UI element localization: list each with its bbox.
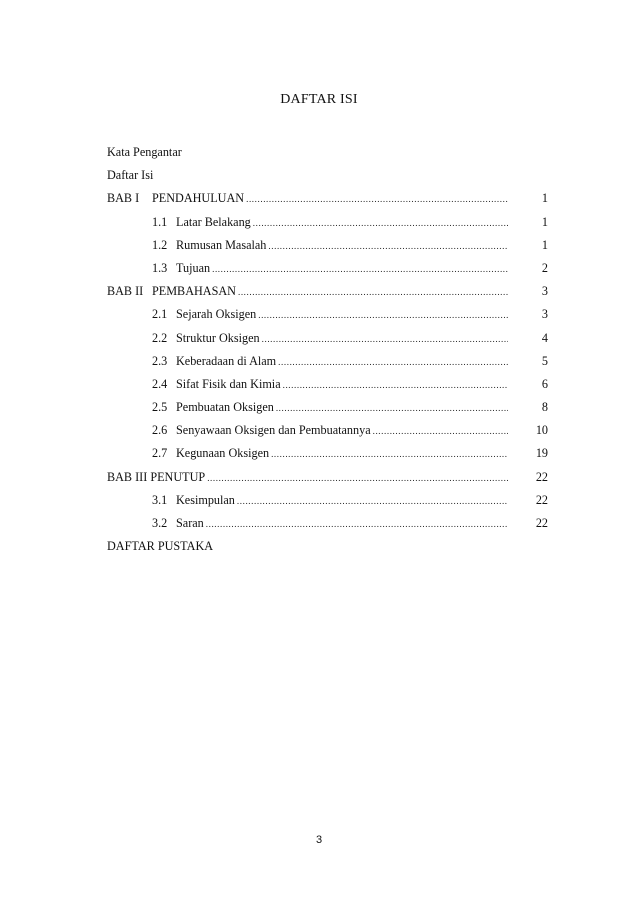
toc-page-number: 1 (541, 214, 548, 229)
toc-subentry-number: 2.6 (152, 423, 168, 438)
toc-subentry-number: 2.5 (152, 400, 168, 415)
toc-chapter[interactable] (107, 191, 550, 214)
toc-subentry[interactable] (107, 354, 550, 377)
toc-subentry-label: Saran (176, 516, 204, 530)
toc-entry[interactable] (107, 168, 550, 191)
toc-page-number: 6 (541, 376, 548, 391)
toc-subentry-number: 3.1 (152, 492, 168, 507)
toc-dot-leader (258, 310, 508, 320)
toc-chapter-label: PEMBAHASAN (152, 284, 236, 299)
toc-subentry-label: Sejarah Oksigen (176, 307, 257, 322)
toc-subentry-number: 2.4 (152, 376, 168, 391)
toc-dot-leader (238, 287, 508, 297)
toc-subentry-number: 1.3 (152, 260, 168, 275)
toc-subentry[interactable] (107, 261, 550, 284)
toc-page-number: 10 (535, 423, 548, 438)
toc-dot-leader (246, 194, 508, 204)
toc-page-number: 1 (541, 237, 548, 252)
toc-subentry[interactable] (107, 377, 550, 400)
toc-dot-leader (253, 218, 508, 228)
toc-subentry-number: 3.2 (152, 516, 168, 530)
toc-dot-leader (283, 380, 508, 390)
toc-entry-label: DAFTAR PUSTAKA (107, 539, 214, 554)
toc-subentry-label: Senyawaan Oksigen dan Pembuatannya (176, 423, 371, 438)
toc-dot-leader (278, 357, 508, 367)
toc-subentry[interactable] (107, 238, 550, 261)
toc-page-number: 22 (535, 492, 548, 507)
toc-page-number: 1 (541, 191, 548, 206)
toc-chapter[interactable] (107, 284, 550, 307)
toc-subentry[interactable] (107, 400, 550, 423)
toc-entry[interactable] (107, 145, 550, 168)
toc-subentry-label: Sifat Fisik dan Kimia (176, 376, 281, 391)
toc-subentry-label: Latar Belakang (176, 214, 251, 229)
toc-dot-leader (212, 264, 508, 274)
toc-dot-leader (262, 334, 508, 344)
toc-subentry[interactable] (107, 493, 550, 516)
toc-dot-leader (271, 449, 508, 459)
toc-subentry-number: 2.7 (152, 446, 168, 461)
toc-subentry-label: Kegunaan Oksigen (176, 446, 270, 461)
table-of-contents (107, 145, 550, 562)
toc-chapter-label: PENDAHULUAN (152, 191, 245, 206)
toc-subentry[interactable] (107, 215, 550, 238)
toc-page-number: 19 (535, 446, 548, 461)
toc-chapter-label: BAB III PENUTUP (107, 469, 206, 484)
toc-dot-leader (207, 473, 508, 483)
page-title: DAFTAR ISI (280, 92, 358, 107)
toc-subentry-label: Keberadaan di Alam (176, 353, 277, 368)
toc-subentry-label: Kesimpulan (176, 492, 235, 507)
toc-page-number: 3 (541, 307, 548, 322)
toc-subentry-number: 1.1 (152, 214, 168, 229)
toc-page-number: 22 (535, 516, 548, 530)
toc-page-number: 5 (541, 353, 548, 368)
toc-subentry-label: Tujuan (176, 260, 211, 275)
toc-subentry[interactable] (107, 331, 550, 354)
toc-subentry[interactable] (107, 516, 550, 539)
toc-subentry-number: 2.2 (152, 330, 168, 345)
toc-subentry-number: 2.3 (152, 353, 168, 368)
toc-dot-leader (206, 519, 508, 529)
toc-dot-leader (276, 403, 508, 413)
toc-page-number: 4 (541, 330, 548, 345)
toc-subentry-number: 2.1 (152, 307, 168, 322)
toc-entry-label: Kata Pengantar (107, 145, 182, 159)
toc-subentry[interactable] (107, 446, 550, 469)
toc-subentry[interactable] (107, 423, 550, 446)
page-number: 3 (315, 834, 323, 846)
toc-subentry[interactable] (107, 307, 550, 330)
toc-chapter-prefix: BAB II (107, 284, 144, 299)
toc-chapter-prefix: BAB I (107, 191, 140, 206)
toc-subentry-number: 1.2 (152, 237, 168, 252)
toc-subentry-label: Pembuatan Oksigen (176, 400, 274, 415)
toc-dot-leader (268, 241, 508, 251)
toc-dot-leader (237, 496, 508, 506)
toc-page-number: 22 (535, 469, 548, 484)
toc-dot-leader (373, 426, 508, 436)
toc-page-number: 8 (541, 400, 548, 415)
toc-entry-label: Daftar Isi (107, 168, 154, 183)
toc-page-number: 3 (541, 284, 548, 299)
toc-subentry-label: Struktur Oksigen (176, 330, 260, 345)
toc-chapter[interactable] (107, 470, 550, 493)
toc-page-number: 2 (541, 260, 548, 275)
toc-subentry-label: Rumusan Masalah (176, 237, 267, 252)
toc-entry[interactable] (107, 539, 550, 562)
